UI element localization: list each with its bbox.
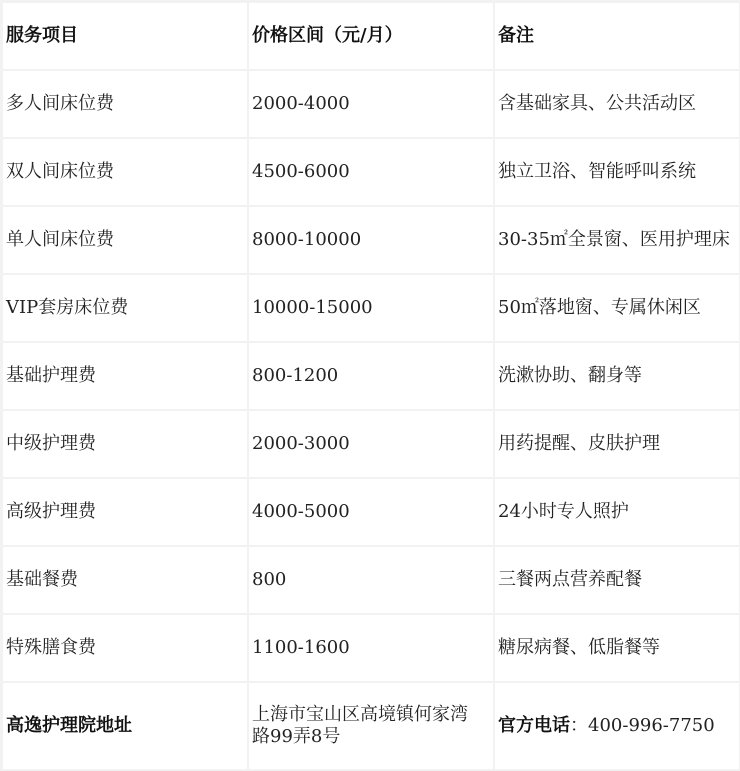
table-row-notes: 用药提醒、皮肤护理 <box>495 411 739 477</box>
phone-cell <box>495 683 739 769</box>
table-row-notes: 30-35㎡全景窗、医用护理床 <box>495 207 739 273</box>
phone-separator: ： <box>570 715 588 736</box>
table-row-price: 800-1200 <box>249 343 493 409</box>
table-row-price: 800 <box>249 547 493 613</box>
table-row-price: 4500-6000 <box>249 139 493 205</box>
table-row-service: 单人间床位费 <box>3 207 247 273</box>
phone-label: 官方电话 <box>498 715 570 736</box>
table-row-service: 中级护理费 <box>3 411 247 477</box>
header-service: 服务项目 <box>3 3 247 69</box>
table-row-notes: 独立卫浴、智能呼叫系统 <box>495 139 739 205</box>
header-price: 价格区间（元/月） <box>249 3 493 69</box>
phone-number: 400-996-7750 <box>588 715 715 736</box>
table-row-price: 4000-5000 <box>249 479 493 545</box>
price-table <box>3 3 739 769</box>
table-row-service: 高级护理费 <box>3 479 247 545</box>
table-row-notes: 洗漱协助、翻身等 <box>495 343 739 409</box>
table-row-service: VIP套房床位费 <box>3 275 247 341</box>
table-row-service: 双人间床位费 <box>3 139 247 205</box>
table-row-price: 2000-4000 <box>249 71 493 137</box>
table-row-service: 多人间床位费 <box>3 71 247 137</box>
table-row-notes: 含基础家具、公共活动区 <box>495 71 739 137</box>
address-label: 高逸护理院地址 <box>3 683 247 769</box>
address-value: 上海市宝山区高境镇何家湾路99弄8号 <box>249 683 493 769</box>
table-row-notes: 糖尿病餐、低脂餐等 <box>495 615 739 681</box>
table-row-price: 8000-10000 <box>249 207 493 273</box>
table-row-price: 1100-1600 <box>249 615 493 681</box>
table-row-service: 特殊膳食费 <box>3 615 247 681</box>
table-row-price: 10000-15000 <box>249 275 493 341</box>
header-notes: 备注 <box>495 3 739 69</box>
table-row-notes: 24小时专人照护 <box>495 479 739 545</box>
table-row-notes: 50㎡落地窗、专属休闲区 <box>495 275 739 341</box>
table-row-price: 2000-3000 <box>249 411 493 477</box>
table-row-notes: 三餐两点营养配餐 <box>495 547 739 613</box>
table-row-service: 基础餐费 <box>3 547 247 613</box>
table-row-service: 基础护理费 <box>3 343 247 409</box>
